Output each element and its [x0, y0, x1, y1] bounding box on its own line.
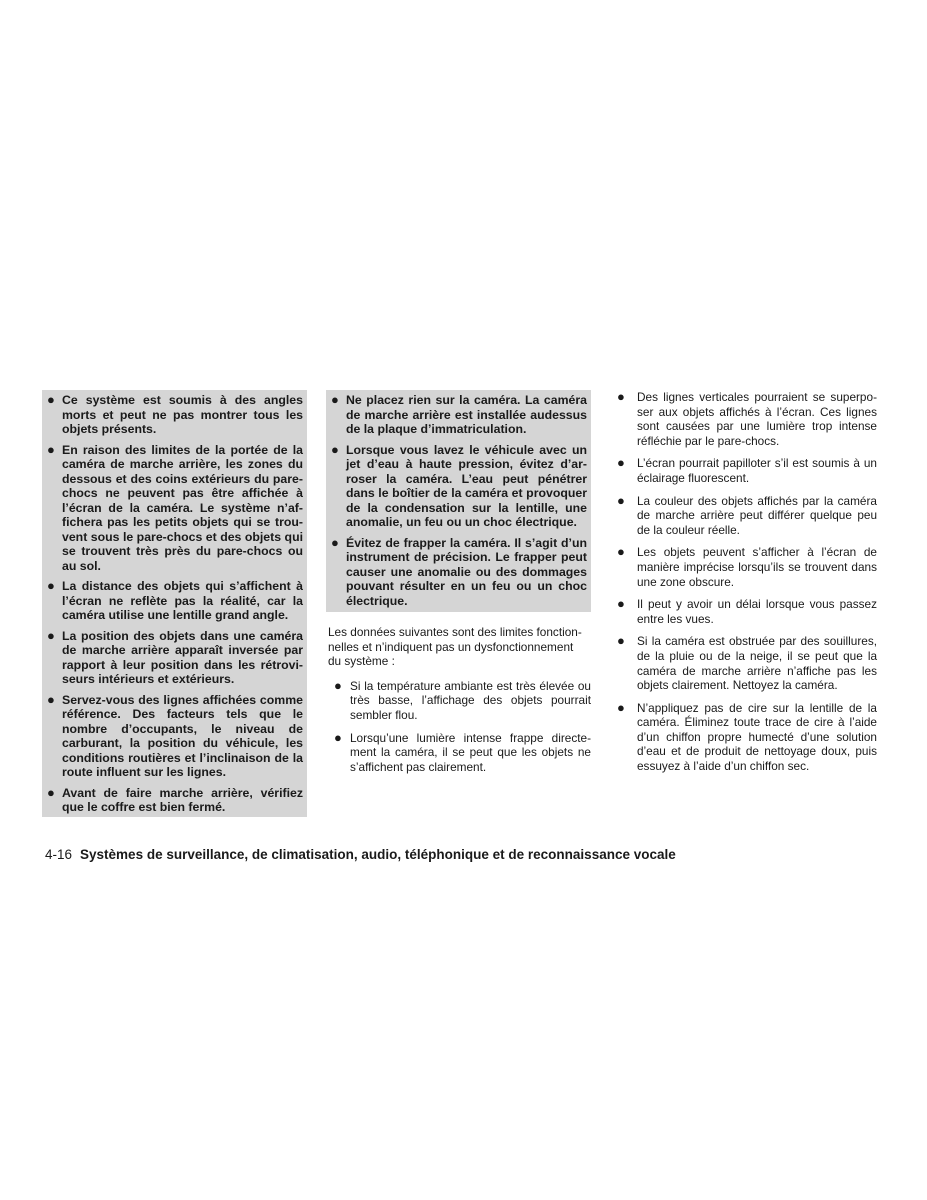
bullet-icon: ●	[331, 392, 339, 407]
bullet-icon: ●	[47, 578, 55, 593]
list-item: ● N’appliquez pas de cire sur la lentille de la caméra. Éliminez toute trace de cire à l’aide d’un chiffon propre humecté d’une solution d’eau et de produit de nettoyage doux, puis essuyez à l’aide d’un chiffon sec.	[617, 699, 877, 774]
list-item: ● Si la caméra est obstruée par des souillures, de la pluie ou de la neige, il se peut que la caméra de marche arrière n’affiche pas les objets clairement. Nettoyez la caméra.	[617, 633, 877, 693]
list-item: ● Ce système est soumis à des angles morts et peut ne pas montrer tous les objets présents.	[47, 392, 303, 436]
bullet-icon: ●	[331, 441, 339, 457]
list-item: ● Les objets peuvent s’afficher à l’écran de manière imprécise lorsqu’ils se trouvent dans une zone obscure.	[617, 544, 877, 589]
warning-box-left	[42, 390, 307, 817]
list-item: ● Lorsqu’une lumière intense frappe directement la caméra, il se peut que les objets ne s’affichent pas clairement.	[334, 729, 591, 774]
chapter-title: Systèmes de surveillance, de climatisation, audio, téléphonique et de reconnaissance vocale	[80, 847, 676, 862]
bullet-icon: ●	[617, 633, 625, 649]
list-item: ● Il peut y avoir un délai lorsque vous passez entre les vues.	[617, 596, 877, 626]
list-item: ● Des lignes verticales pourraient se superposer aux objets affichés à l’écran. Ces lignes sont causées par une lumière trop intense réfléchie par le pare-chocs.	[617, 389, 877, 448]
list-item: ● En raison des limites de la portée de la caméra de marche arrière, les zones du dessous et des coins extérieurs du pare-chocs ne peuvent pas être affichée à l’écran de la caméra. Le système n’affichera pas les petits objets qui se trouvent sous le pare-chocs et des objets qui se trouvent très près du pare-chocs ou au sol.	[47, 441, 303, 573]
list-item: ● Si la température ambiante est très élevée ou très basse, l’affichage des objets pourrait sembler flou.	[334, 677, 591, 722]
bullet-icon: ●	[617, 596, 625, 612]
bullet-icon: ●	[331, 534, 339, 550]
bullet-icon: ●	[47, 784, 55, 800]
bullet-icon: ●	[617, 544, 625, 560]
bullet-icon: ●	[617, 492, 625, 508]
bullet-icon: ●	[617, 455, 625, 471]
warning-list-middle	[330, 393, 587, 608]
bullet-icon: ●	[47, 441, 55, 457]
bullet-icon: ●	[47, 627, 55, 643]
list-item: ● L’écran pourrait papilloter s’il est soumis à un éclairage fluorescent.	[617, 455, 877, 485]
bullet-icon: ●	[334, 677, 342, 693]
bullet-icon: ●	[617, 699, 625, 715]
list-item: ● Évitez de frapper la caméra. Il s’agit d’un instrument de précision. Le frapper peut causer une anomalie ou des dommages pouvant résulter en un feu ou un choc électrique.	[331, 534, 587, 608]
list-item: ● La distance des objets qui s’affichent à l’écran ne reflète pas la réalité, car la caméra utilise une lentille grand angle.	[47, 578, 303, 622]
bullet-icon: ●	[334, 729, 342, 745]
list-item: ● Avant de faire marche arrière, vérifiez que le coffre est bien fermé.	[47, 784, 303, 814]
bullet-icon: ●	[617, 389, 625, 404]
page-number: 4-16	[45, 847, 73, 862]
page-footer	[45, 847, 676, 862]
list-item: ● Lorsque vous lavez le véhicule avec un jet d’eau à haute pression, évitez d’arroser la caméra. L’eau peut pénétrer dans le boîtier de la caméra et provoquer de la condensation sur la lentille, une anomalie, un feu ou un choc électrique.	[331, 441, 587, 529]
list-item: ● Ne placez rien sur la caméra. La caméra de marche arrière est installée audessus de la plaque d’immatriculation.	[331, 392, 587, 436]
right-column	[612, 390, 877, 782]
bullet-icon: ●	[47, 392, 55, 407]
limits-list-middle	[326, 679, 591, 775]
list-item: ● Servez-vous des lignes affichées comme référence. Des facteurs tels que le nombre d’occupants, le niveau de carburant, la position du véhicule, les conditions routières et l’inclinaison de la route influent sur les lignes.	[47, 691, 303, 779]
list-item: ● La position des objets dans une caméra de marche arrière apparaît inversée par rapport à leur position dans les rétroviseurs intérieurs et extérieurs.	[47, 627, 303, 686]
list-item: ● La couleur des objets affichés par la caméra de marche arrière peut différer quelque peu de la couleur réelle.	[617, 492, 877, 537]
warning-box-middle	[326, 390, 591, 612]
middle-column	[326, 390, 591, 782]
warning-list-left	[46, 393, 303, 815]
limits-intro: Les données suivantes sont des limites fonctionnelles et n’indiquent pas un dysfonctionnement du système :	[328, 625, 582, 669]
limits-list-right	[612, 390, 877, 774]
bullet-icon: ●	[47, 691, 55, 707]
